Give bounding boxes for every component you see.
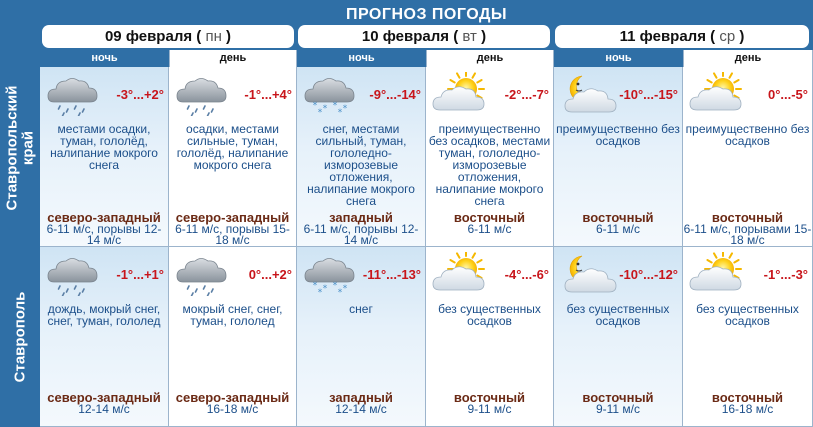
- temperature-range: 0°...+2°: [248, 267, 292, 282]
- period-night: ночь: [554, 50, 683, 67]
- cloud-snow-icon: [301, 252, 361, 296]
- svg-text:*: *: [322, 104, 328, 114]
- weather-description: осадки, местами сильные, туман, гололёд, налипание мокрого снега: [176, 122, 289, 172]
- temperature-range: -4°...-6°: [504, 267, 549, 282]
- temperature-range: -11°...-13°: [362, 267, 421, 282]
- forecast-cell: [554, 67, 683, 247]
- weather-description: преимущественно без осадков, местами туман, гололедно-изморозевые отложения, налипание мокрого снега: [428, 122, 551, 208]
- forecast-cell: [554, 247, 683, 427]
- forecast-cell: [297, 247, 426, 427]
- sun-cloud-icon: [687, 72, 747, 116]
- cloud-snow-icon: [301, 72, 361, 116]
- svg-text:*: *: [317, 108, 323, 116]
- wind-direction: восточный: [453, 210, 526, 225]
- forecast-cell: [683, 67, 813, 247]
- period-day: день: [426, 50, 554, 67]
- svg-text:*: *: [337, 108, 343, 116]
- wind-direction: северо-западный: [47, 210, 161, 225]
- temperature-range: -1°...+4°: [244, 87, 292, 102]
- period-night: ночь: [297, 50, 426, 67]
- forecast-cell: [683, 247, 813, 427]
- region-label-city: Ставрополь: [11, 291, 29, 383]
- forecast-cell: [426, 67, 554, 247]
- cloud-rain-icon: [173, 72, 233, 116]
- cloud-rain-icon: [173, 252, 233, 296]
- wind-speed: 6-11 м/с, порывами 15-18 м/с: [683, 222, 812, 247]
- svg-text:*: *: [322, 284, 328, 294]
- forecast-cell: [426, 247, 554, 427]
- wind-direction: восточный: [582, 210, 654, 225]
- temperature-range: -9°...-14°: [369, 87, 421, 102]
- temperature-range: -1°...+1°: [116, 267, 164, 282]
- moon-cloud-icon: [558, 252, 618, 296]
- wind-speed: 12-14 м/с: [335, 402, 387, 416]
- period-day: день: [169, 50, 297, 67]
- date-header-3: 11 февраля ( ср ): [555, 25, 809, 48]
- cloud-rain-icon: [44, 72, 104, 116]
- wind-direction: северо-западный: [47, 390, 161, 405]
- svg-text:*: *: [312, 101, 318, 111]
- sun-cloud-icon: [687, 252, 747, 296]
- temperature-range: -1°...-3°: [763, 267, 808, 282]
- period-day: день: [683, 50, 813, 67]
- weather-description: преимущественно без осадков: [556, 122, 680, 148]
- forecast-cell: [169, 67, 297, 247]
- wind-speed: 9-11 м/с: [595, 402, 641, 416]
- cloud-rain-icon: [44, 252, 104, 296]
- temperature-range: -10°...-12°: [619, 267, 678, 282]
- wind-direction: западный: [329, 210, 393, 225]
- date-header-2: 10 февраля ( вт ): [298, 25, 550, 48]
- weather-description: без существенных осадков: [438, 302, 541, 328]
- wind-direction: восточный: [582, 390, 654, 405]
- wind-speed: 6-11 м/с, порывы 12-14 м/с: [46, 222, 162, 247]
- wind-direction: северо-западный: [175, 210, 290, 225]
- weather-description: преимущественно без осадков: [685, 122, 810, 148]
- forecast-cell: [40, 247, 169, 427]
- region-label-krai: Ставропольский край: [3, 85, 36, 210]
- svg-text:*: *: [312, 281, 318, 291]
- wind-direction: западный: [329, 390, 393, 405]
- period-night: ночь: [40, 50, 169, 67]
- weather-description: дождь, мокрый снег, снег, туман, гололед: [47, 302, 161, 328]
- svg-text:*: *: [317, 288, 323, 296]
- weather-description: снег: [349, 302, 373, 316]
- temperature-range: -3°...+2°: [116, 87, 164, 102]
- weather-description: мокрый снег, снег, туман, гололед: [182, 302, 283, 328]
- wind-speed: 6-11 м/с, порывы 15-18 м/с: [175, 222, 290, 247]
- svg-text:*: *: [342, 284, 348, 294]
- svg-text:*: *: [332, 101, 338, 111]
- page-title: ПРОГНОЗ ПОГОДЫ: [40, 0, 813, 26]
- svg-text:*: *: [332, 281, 338, 291]
- temperature-range: -2°...-7°: [504, 87, 549, 102]
- moon-cloud-icon: [558, 72, 618, 116]
- wind-speed: 12-14 м/с: [78, 402, 130, 416]
- wind-speed: 6-11 м/с, порывы 12-14 м/с: [303, 222, 419, 247]
- temperature-range: 0°...-5°: [767, 87, 808, 102]
- wind-speed: 16-18 м/с: [206, 402, 259, 416]
- forecast-cell: [40, 67, 169, 247]
- wind-speed: 9-11 м/с: [467, 402, 512, 416]
- weather-description: снег, местами сильный, туман, гололедно-изморозевые отложения, налипание мокрого снега: [307, 122, 415, 208]
- date-header-1: 09 февраля ( пн ): [42, 25, 294, 48]
- svg-text:*: *: [337, 288, 343, 296]
- sun-cloud-icon: [430, 252, 490, 296]
- wind-speed: 16-18 м/с: [721, 402, 774, 416]
- weather-description: местами осадки, туман, гололёд, налипание мокрого снега: [50, 122, 158, 172]
- forecast-cell: [169, 247, 297, 427]
- wind-direction: восточный: [711, 390, 784, 405]
- sun-cloud-icon: [430, 72, 490, 116]
- wind-speed: 6-11 м/с: [467, 222, 512, 236]
- forecast-cell: [297, 67, 426, 247]
- weather-description: без существенных осадков: [566, 302, 670, 328]
- wind-direction: северо-западный: [175, 390, 290, 405]
- svg-text:*: *: [342, 104, 348, 114]
- wind-speed: 6-11 м/с: [595, 222, 641, 236]
- weather-description: без существенных осадков: [696, 302, 799, 328]
- temperature-range: -10°...-15°: [619, 87, 678, 102]
- wind-direction: восточный: [453, 390, 526, 405]
- wind-direction: восточный: [711, 210, 784, 225]
